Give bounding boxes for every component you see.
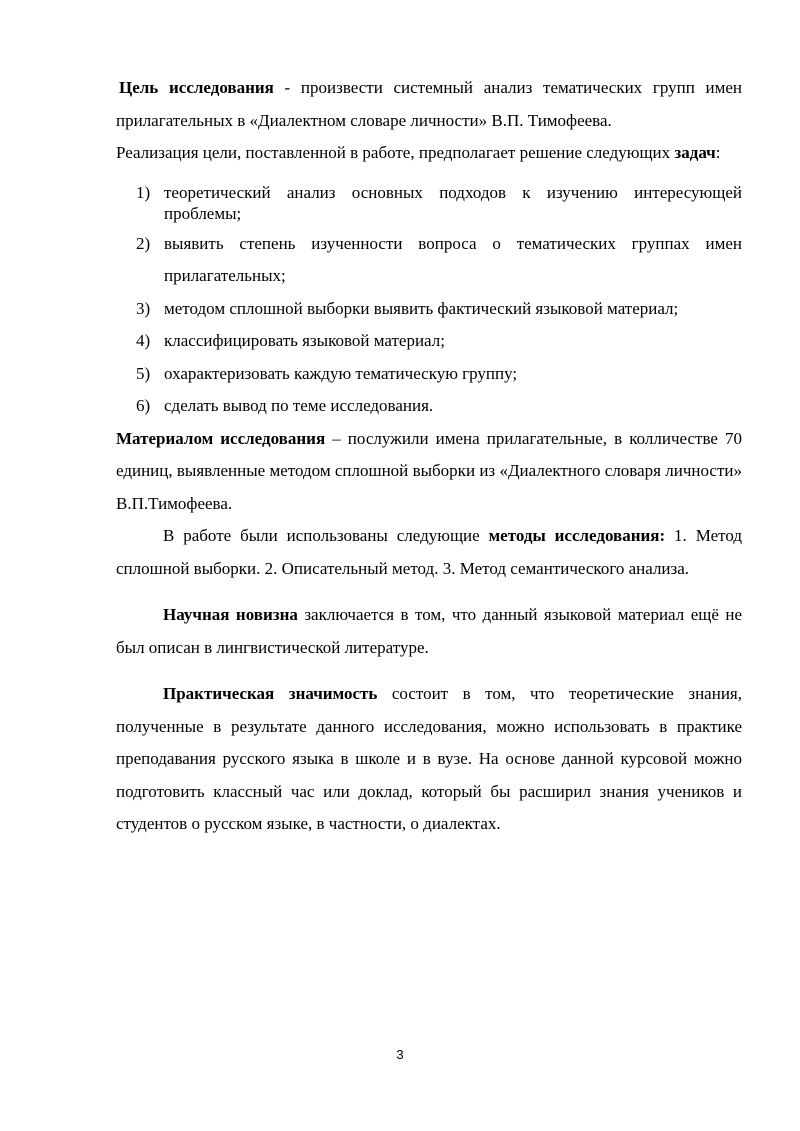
significance-label: Практическая значимость: [163, 684, 378, 703]
list-item-number: 4): [136, 331, 151, 350]
list-item: [116, 182, 742, 224]
list-item-text: теоретический анализ основных подходов к изучению интересующей проблемы;: [164, 182, 742, 223]
methods-label: методы исследования:: [488, 526, 666, 545]
list-item: [116, 358, 742, 391]
list-item-number: 6): [136, 396, 151, 415]
list-item: [116, 293, 742, 326]
tasks-lead-text: Реализация цели, поставленной в работе, предполагает решение следующих: [116, 143, 675, 162]
novelty-label: Научная новизна: [163, 605, 298, 624]
methods-paragraph: [116, 520, 742, 585]
paragraph-gap: [116, 585, 742, 599]
methods-lead: В работе были использованы следующие: [163, 526, 489, 545]
tasks-label: задач: [674, 143, 716, 162]
material-label: Материалом исследования: [116, 428, 326, 448]
list-item-text: выявить степень изученности вопроса о тематических группах имен прилагательных;: [164, 233, 742, 285]
list-item: [116, 325, 742, 358]
list-item-number: 1): [136, 182, 151, 202]
goal-text: - произвести системный анализ тематических групп имен прилагательных в «Диалектном словаре личности» В.П. Тимофеева.: [116, 78, 742, 130]
material-paragraph: [116, 423, 742, 521]
novelty-paragraph: [116, 599, 742, 664]
list-item-number: 3): [136, 298, 151, 318]
methods-text: 1. Метод сплошной выборки. 2. Описательный метод. 3. Метод семантического анализа.: [116, 526, 742, 578]
list-item-text: классифицировать языковой материал;: [164, 331, 445, 350]
paragraph-gap: [116, 664, 742, 678]
list-item-text: охарактеризовать каждую тематическую группу;: [164, 363, 518, 383]
significance-paragraph: [116, 678, 742, 841]
list-item-text: сделать вывод по теме исследования.: [164, 396, 434, 415]
goal-label: Цель исследования: [119, 78, 274, 97]
list-item-number: 2): [136, 233, 151, 253]
goal-paragraph: [116, 72, 742, 137]
material-text: – послужили имена прилагательные, в колличестве 70 единиц, выявленные методом сплошной выборки из «Диалектного словаря личности» В.П.Тимофеева.: [116, 428, 742, 513]
list-item-number: 5): [136, 363, 151, 383]
list-item: [116, 390, 742, 423]
tasks-lead-paragraph: [116, 137, 742, 170]
tasks-colon: :: [715, 143, 721, 162]
list-item: [116, 228, 742, 293]
list-item-text: методом сплошной выборки выявить фактический языковой материал;: [164, 298, 679, 318]
page-number: 3: [396, 1047, 404, 1062]
significance-text: состоит в том, что теоретические знания, полученные в результате данного исследования, можно использовать в практике преподавания русского языка в школе и в вузе. На основе данной курсовой можно подготовить классный час или доклад, который бы расширил знания учеников и студентов о русском языке, в частности, о диалектах.: [116, 684, 742, 833]
novelty-text: заключается в том, что данный языковой материал ещё не был описан в лингвистической литературе.: [116, 605, 742, 657]
tasks-list: [116, 182, 742, 423]
